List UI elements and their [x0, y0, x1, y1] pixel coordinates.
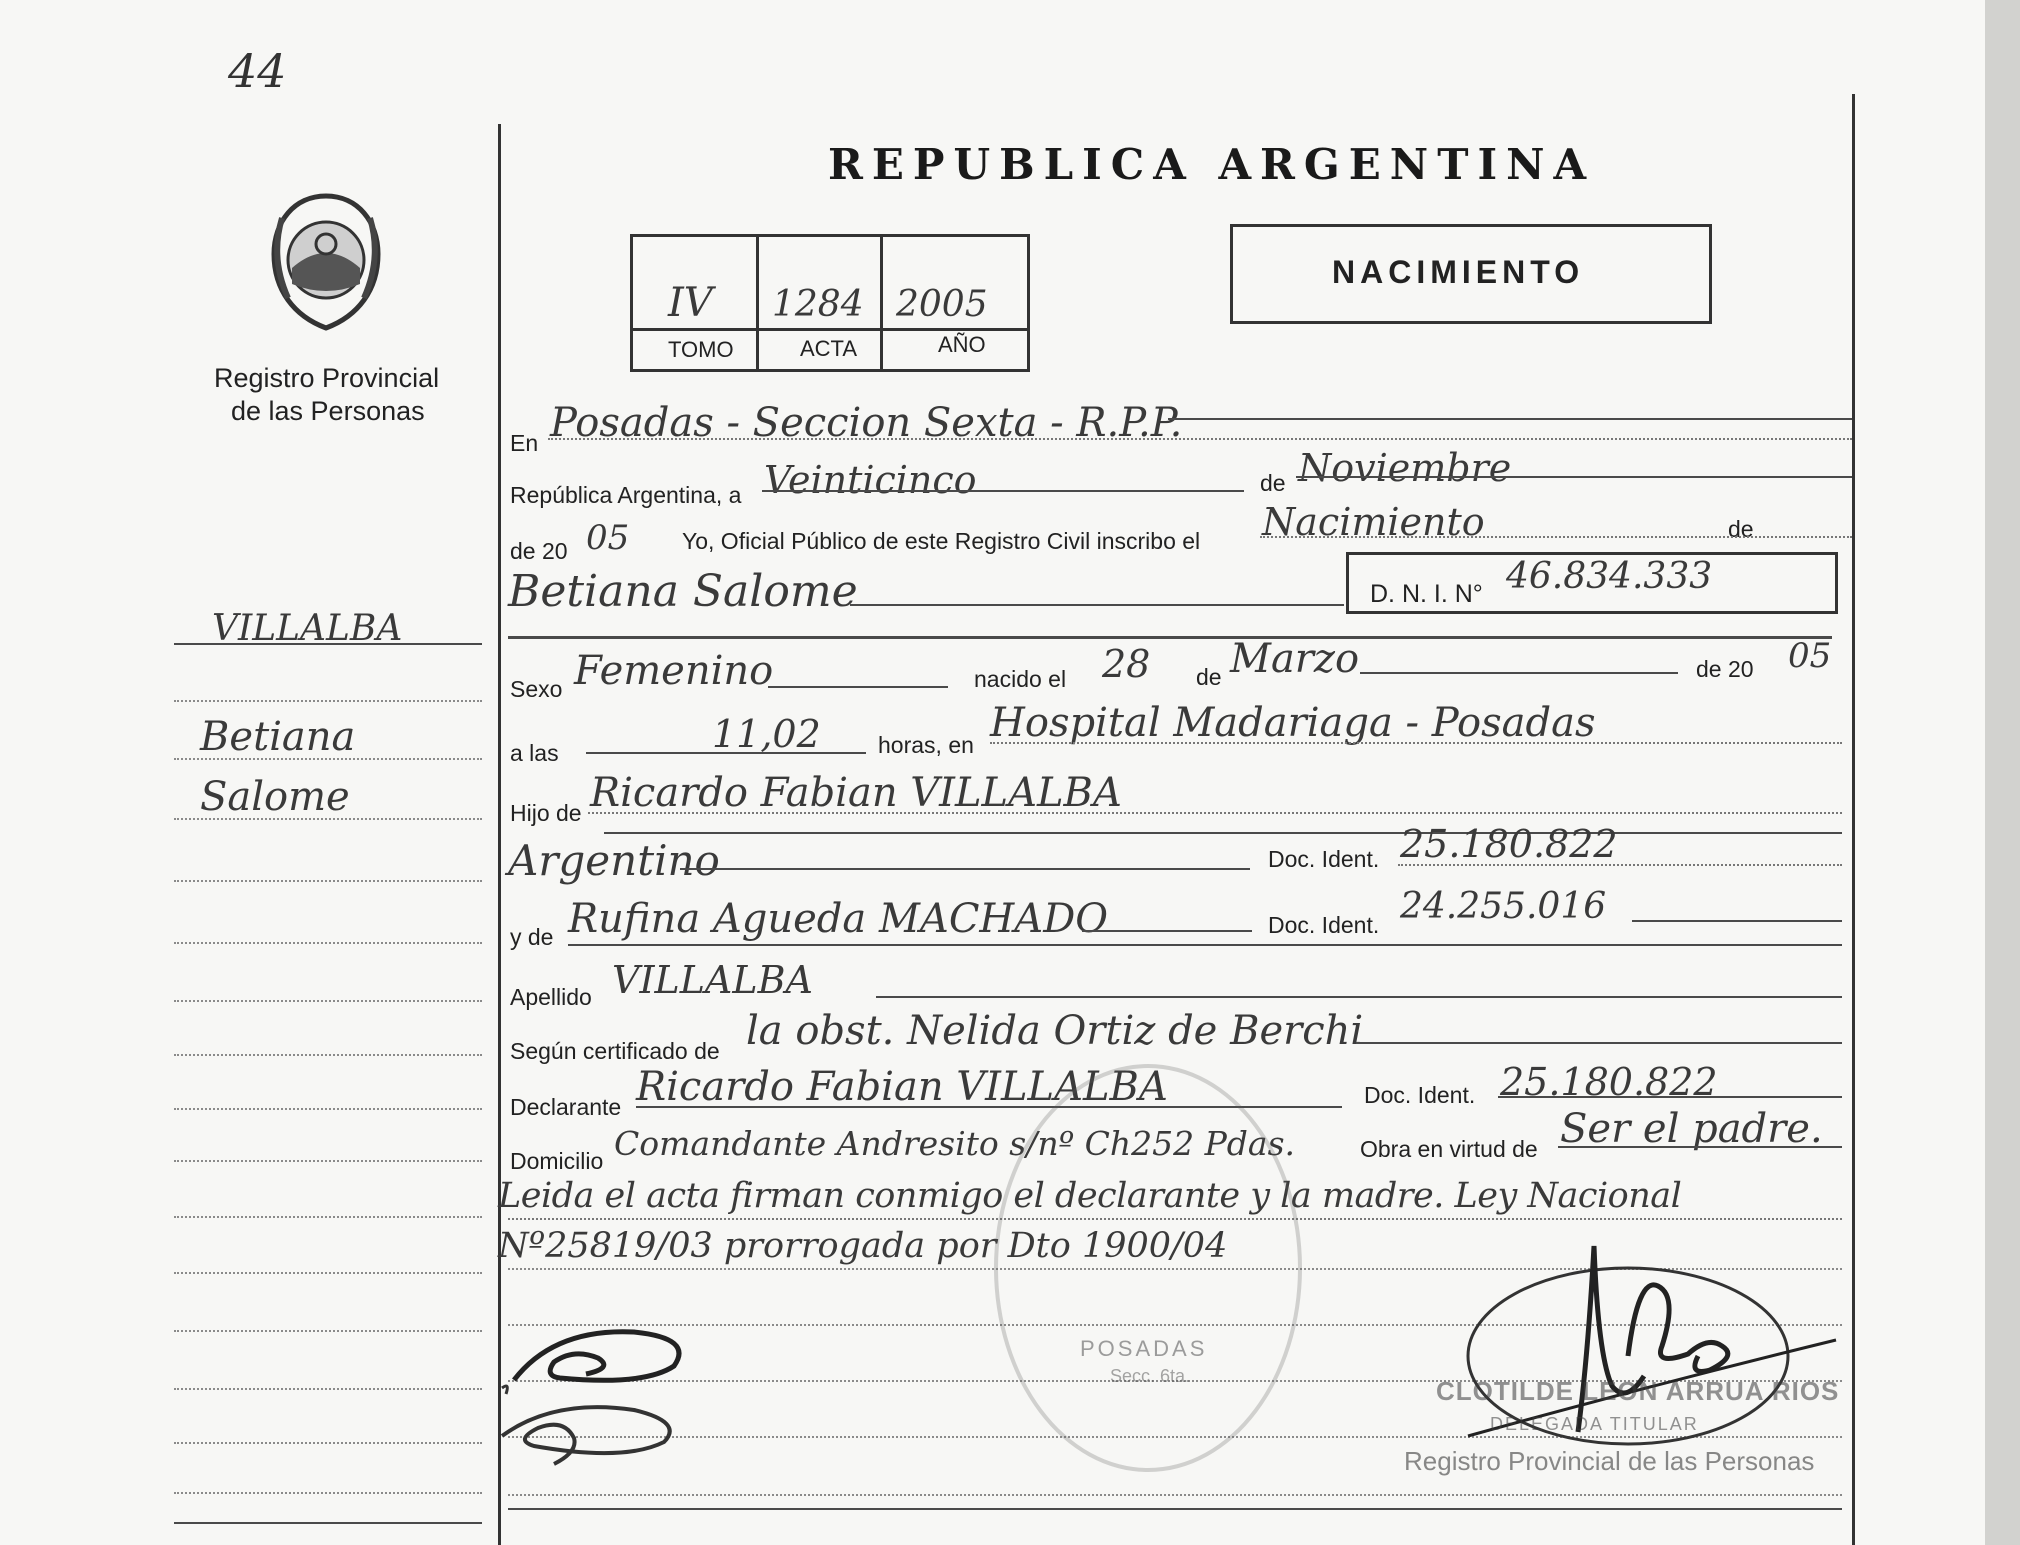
declarante-doc: 25.180.822 [1500, 1060, 1718, 1104]
full-name: Betiana Salome [508, 566, 858, 617]
month-words: Noviembre [1298, 446, 1512, 490]
birth-time: 11,02 [712, 712, 821, 756]
father-doc: 25.180.822 [1400, 822, 1618, 866]
act-word: Nacimiento [1262, 500, 1485, 544]
father-name: Ricardo Fabian VILLALBA [590, 770, 1122, 816]
note-line-2: Nº25819/03 prorrogada por Dto 1900/04 [498, 1226, 1228, 1266]
margin-first-name: Betiana [200, 714, 356, 760]
mother-doc: 24.255.016 [1400, 886, 1607, 927]
officer-title: DELEGADA TITULAR [1490, 1414, 1699, 1434]
tomo-value: IV [668, 280, 713, 326]
anio-value: 2005 [896, 284, 988, 325]
day-words: Veinticinco [764, 458, 977, 502]
registration-year: 05 [586, 518, 630, 558]
birth-day: 28 [1102, 642, 1151, 686]
registry-name-line1: Registro Provincial [214, 363, 440, 393]
officer-name: CLOTILDE LEON ARRUA RIOS [1436, 1376, 1840, 1406]
country-title: REPUBLICA ARGENTINA [828, 140, 1596, 189]
place-value: Posadas - Seccion Sexta - R.P.P. [550, 400, 1183, 446]
declarante-value: Ricardo Fabian VILLALBA [636, 1064, 1168, 1110]
anio-label: AÑO [938, 332, 986, 357]
note-line-1: Leida el acta firman conmigo el declarante y la madre. Ley Nacional [498, 1176, 1682, 1216]
page-number: 44 [228, 44, 287, 98]
father-nationality: Argentino [508, 836, 720, 885]
declarant-signature-icon [494, 1318, 700, 1470]
margin-surname: VILLALBA [212, 608, 403, 649]
domicilio-value: Comandante Andresito s/nº Ch252 Pdas. [614, 1124, 1296, 1163]
birth-place: Hospital Madariaga - Posadas [990, 700, 1596, 746]
book-edge [1985, 0, 2020, 1545]
stamp-section: Secc. 6ta. [1110, 1366, 1191, 1386]
mother-name: Rufina Agueda MACHADO [568, 896, 1109, 942]
obra-value: Ser el padre. [1560, 1106, 1823, 1152]
tomo-label: TOMO [668, 337, 734, 362]
margin-middle-name: Salome [200, 774, 350, 820]
round-official-stamp [994, 1064, 1302, 1472]
province-seal-icon [262, 188, 390, 336]
acta-value: 1284 [772, 284, 864, 325]
acta-label: ACTA [800, 336, 858, 361]
certificate-page: 44 Registro Provincial de las Personas VILLALBA Betiana Salome REPUBLICA ARGENTINA IV 1284 2005 TOMO ACTA AÑO NACIMIENTO En Posadas - Seccion Sexta - R.P.P. República Argentina, a Veinticinco de Noviembre de 20 05 Yo, Oficial Público de este Registro Civil inscribo el Nacimiento de Betiana Salome D. N. I. N° 46.834.333 Sexo Femenino nacido el 28 de Marzo de 20 05 a las 11,02 horas, en Hospital Madariaga - Posadas Hijo de Ricardo Fabian VILLALBA Argentino Doc. Ident. 25.180.822 y de Rufina Agueda MACHADO Doc. Ident. 24.255.016 Apellido VILLALBA Según certificado de la obst. Nelida Ortiz de Berchi Declarante Ricardo Fabian VILLALBA Doc. Ident. 25.180.822 Domicilio Comandante Andresito s/nº Ch252 Pdas. Obra en virtud de Ser el padre. Leida el acta firman conmigo el declarante y la madre. Ley Nacional Nº25819/03 prorrogada por Dto 1900/04 POSADAS Secc. 6ta. CLOTILDE LEON ARRUA RIOS DELEGADA TITULAR Registro Provincial de las Personas [0, 0, 1985, 1545]
sex-value: Femenino [574, 648, 774, 694]
birth-month: Marzo [1230, 636, 1360, 682]
certificate-value: la obst. Nelida Ortiz de Berchi [746, 1008, 1364, 1054]
apellido-value: VILLALBA [612, 958, 813, 1002]
birth-year: 05 [1788, 636, 1832, 676]
stamp-city: POSADAS [1080, 1336, 1208, 1361]
dni-value: 46.834.333 [1506, 556, 1713, 597]
registry-name-line2: de las Personas [231, 396, 425, 426]
officer-registry: Registro Provincial de las Personas [1404, 1446, 1815, 1476]
act-type-label: NACIMIENTO [1332, 254, 1585, 290]
dni-label: D. N. I. N° [1370, 580, 1483, 608]
